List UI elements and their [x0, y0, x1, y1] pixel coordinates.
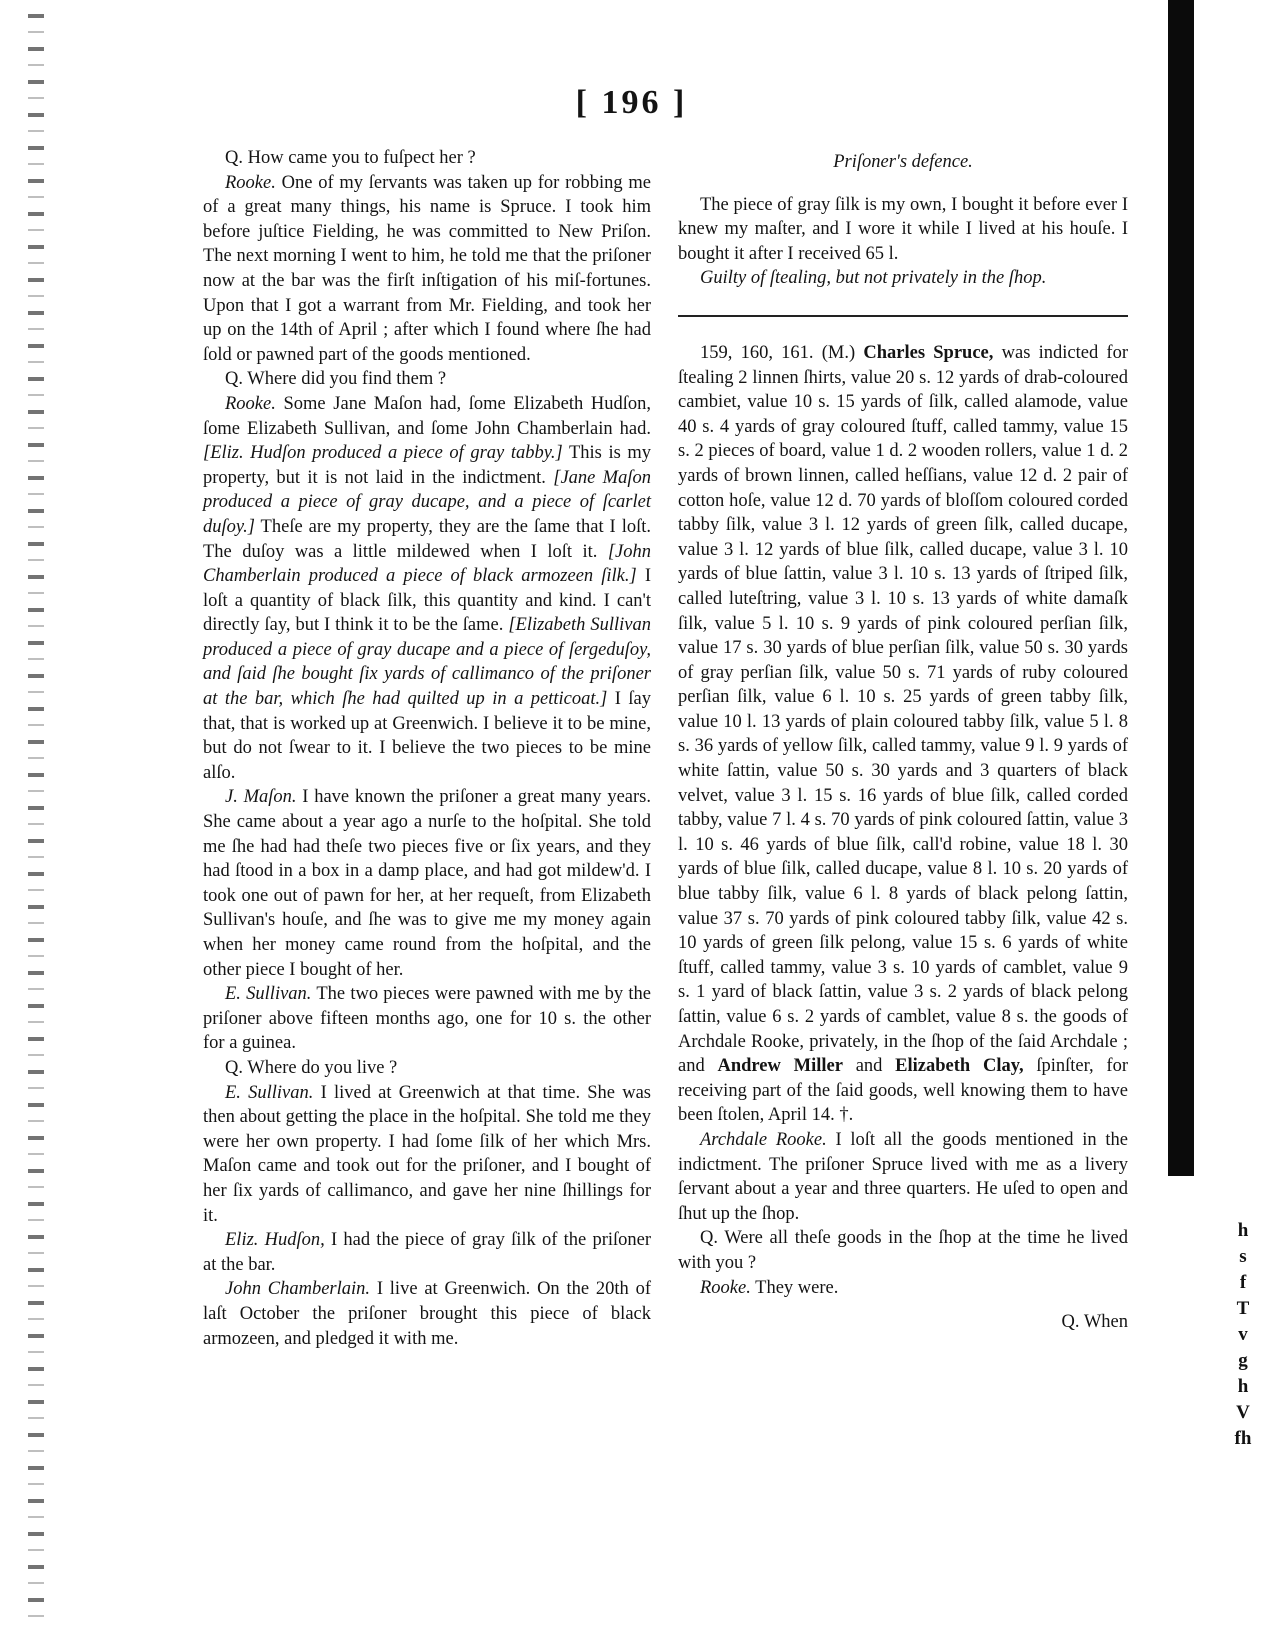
- spine-letter: s: [1239, 1246, 1247, 1267]
- indictment-text: was indicted for ſtealing 2 linnen ſhirts, value 20 s. 12 yards of drab-coloured cambiet, value 10 s. 15 yards of ſilk, called alamode, value 40 s. 4 yards of gray coloured ſtuff, called tammy, value 15 s. 2 pieces of board, value 1 d. 2 wooden rollers, value 1 d. 2 yards of brown linnen, called heſſians, value 12 d. 2 pair of cotton hoſe, value 12 d. 70 yards of bloſſom coloured corded tabby ſilk, value 3 l. 12 yards of green ſilk, called ducape, value 3 l. 12 yards of blue ſilk, called ducape, value 3 l. 10 yards of blue ſattin, value 3 l. 10 s. 13 yards of ſtriped ſilk, called luteſtring, value 3 l. 10 s. 13 yards of white damaſk ſilk, value 5 l. 10 s. 9 yards of pink coloured perſian ſilk, value 17 s. 30 yards of blue perſian ſilk, value 50 s. 30 yards of gray perſian ſilk, value 50 s. 71 yards of ruby coloured perſian ſilk, value 6 l. 10 s. 25 yards of green tabby ſilk, value 10 l. 13 yards of plain coloured tabby ſilk, value 5 l. 8 s. 36 yards of yellow ſilk, called tammy, value 9 l. 9 yards of white ſattin, value 50 s. 30 yards and 3 quarters of black velvet, value 3 l. 15 s. 16 yards of blue ſilk, called corded tabby, value 7 l. 4 s. 70 yards of pink coloured ſattin, value 3 l. 10 s. 46 yards of blue ſilk, call'd robine, value 18 l. 30 yards of blue ſilk, called ducape, value 8 l. 10 s. 20 yards of blue tabby ſilk, value 6 l. 8 yards of black pelong ſattin, value 37 s. 70 yards of pink coloured tabby ſilk, value 42 s. 10 yards of green ſilk pelong, value 15 s. 6 yards of white ſtuff, called tammy, value 3 s. 10 yards of camblet, value 9 s. 1 yard of black ſattin, value 3 s. 2 yards of black pelong ſattin, value 6 s. 2 yards of camblet, value 8 s. the goods of Archdale Rooke, privately, in the ſhop of the ſaid Archdale ; and: [678, 342, 1128, 1077]
- evidence-note: [John Chamberlain produced a piece of black armozeen ſilk.]: [203, 541, 651, 587]
- testimony-text: One of my ſervants was taken up for robbing me of a great many things, his name is Spruce. I took him before juſtice Fielding, he was committed to New Priſon. The next morning I went to him, he told me that the priſoner now at the bar was the firſt inſtigation of his miſ-fortunes. Upon that I got a warrant from Mr. Fielding, and took her up on the 14th of April ; after which I found where ſhe had ſold or pawned part of the goods mentioned.: [203, 172, 651, 365]
- spine-letter: h: [1237, 1220, 1249, 1241]
- testimony-text: I lived at Greenwich at that time. She was then about getting the place in the hoſpital. She told me they were her own property. I had ſome ſilk of her which Mrs. Maſon came and took out for the priſoner, and I bought of her ſix yards of callimanco, and gave her nine ſhillings for it.: [203, 1082, 651, 1226]
- testimony-paragraph: [678, 1276, 1128, 1301]
- speaker-name: J. Maſon.: [225, 787, 297, 808]
- evidence-note: [Jane Maſon produced a piece of gray ducape, and a piece of ſcarlet duſoy.]: [203, 467, 651, 537]
- testimony-paragraph: [203, 1228, 651, 1277]
- testimony-paragraph: [678, 1128, 1128, 1226]
- spine-letter: V: [1236, 1402, 1250, 1423]
- evidence-note: [Eliz. Hudſon produced a piece of gray tabby.]: [203, 443, 563, 464]
- question: Q. How came you to fuſpect her ?: [225, 148, 476, 168]
- left-column: [203, 146, 651, 1351]
- testimony-text: I live at Greenwich. On the 20th of laſt October the priſoner brought this piece of black armozeen, and pledged it with me.: [203, 1279, 651, 1349]
- catchword: Q. When: [1061, 1312, 1128, 1333]
- speaker-name: Archdale Rooke.: [700, 1129, 827, 1150]
- verdict: Guilty of ſtealing, but not privately in the ſhop.: [700, 268, 1047, 289]
- testimony-text: Theſe are my property, they are the ſame that I loſt. The duſoy was a little mildewed when I loſt it.: [203, 516, 651, 562]
- speaker-name: Rooke.: [225, 172, 276, 193]
- speaker-name: Eliz. Hudſon,: [225, 1230, 325, 1251]
- spine-letter: f: [1239, 1272, 1247, 1293]
- scan-gutter-shadow: [1168, 0, 1194, 1176]
- testimony-text: I had the piece of gray ſilk of the priſoner at the bar.: [203, 1230, 652, 1275]
- right-column: [678, 150, 1128, 1353]
- testimony-text: The two pieces were pawned with me by the priſoner above fifteen months ago, one for 10 s. the other for a guinea.: [203, 984, 651, 1054]
- question: Q. Were all theſe goods in the ſhop at the time he lived with you ?: [678, 1228, 1128, 1273]
- speaker-name: John Chamberlain.: [225, 1279, 371, 1300]
- testimony-text: They were.: [750, 1277, 839, 1298]
- scan-binding-edge: [0, 0, 68, 1629]
- defendant-name: Andrew Miller: [717, 1056, 843, 1077]
- section-heading: Priſoner's defence.: [833, 152, 973, 172]
- testimony-text: I loſt a quantity of black ſilk, this quantity and kind. I can't directly ſay, but I think it to be the ſame.: [203, 566, 651, 636]
- testimony-paragraph: [203, 785, 651, 982]
- testimony-paragraph: [203, 982, 651, 1056]
- testimony-paragraph: [203, 1081, 651, 1229]
- defence-paragraph: The piece of gray ſilk is my own, I bought it before ever I knew my maſter, and I wore it while I lived at his houſe. I bought it after I received 65 l.: [678, 194, 1128, 264]
- testimony-text: I loſt all the goods mentioned in the indictment. The priſoner Spruce lived with me as a livery ſervant about a year and three quarters. He uſed to open and ſhut up the ſhop.: [678, 1129, 1128, 1224]
- defendant-name: Charles Spruce,: [863, 342, 994, 363]
- facing-page-fragment: [1232, 1218, 1254, 1452]
- testimony-paragraph: [203, 171, 651, 368]
- speaker-name: Rooke.: [700, 1277, 751, 1298]
- testimony-paragraph: [203, 392, 651, 786]
- testimony-text: This is my property, but it is not laid in the indictment.: [203, 443, 651, 488]
- testimony-text: Some Jane Maſon had, ſome Elizabeth Hudſon, ſome Elizabeth Sullivan, and ſome John Chamberlain had.: [203, 393, 651, 439]
- indictment-text: and: [842, 1056, 896, 1077]
- spine-letter: h: [1237, 1376, 1249, 1397]
- testimony-paragraph: [203, 1277, 651, 1351]
- speaker-name: E. Sullivan.: [225, 1082, 314, 1103]
- spine-letter: v: [1238, 1324, 1248, 1345]
- page-number: [ 196 ]: [575, 84, 688, 121]
- testimony-text: I have known the priſoner a great many years. She came about a year ago a nurſe to the hoſpital. She told me ſhe had had theſe two pieces five or ſix years, and they had ſtood in a box in a damp place, and had got mildew'd. I took one out of pawn for her, at her requeſt, from Elizabeth Sullivan's houſe, and ſhe was to give me my money again when her money came round from the hoſpital, and the other piece I bought of her.: [203, 787, 651, 980]
- speaker-name: E. Sullivan.: [225, 984, 312, 1005]
- defendant-name: Elizabeth Clay,: [895, 1056, 1024, 1077]
- indictment-text: ſpinſter, for receiving part of the ſaid goods, well knowing them to have been ſtolen, April 14. †.: [678, 1056, 1128, 1126]
- evidence-note: [Elizabeth Sullivan produced a piece of gray ducape and a piece of ſergeduſoy, and ſaid ſhe bought ſix yards of callimanco of the priſoner at the bar, which ſhe had quilted up in a petticoat.]: [203, 615, 651, 710]
- speaker-name: Rooke.: [225, 393, 276, 414]
- indictment-paragraph: [678, 341, 1128, 1128]
- spine-letter: fh: [1234, 1428, 1252, 1449]
- question: Q. Where did you find them ?: [225, 369, 447, 390]
- case-number: 159, 160, 161. (M.): [700, 342, 864, 363]
- section-divider: [678, 315, 1128, 317]
- question: Q. Where do you live ?: [225, 1057, 398, 1078]
- spine-letter: T: [1236, 1298, 1250, 1319]
- spine-letter: g: [1238, 1350, 1248, 1371]
- testimony-text: I ſay that, that is worked up at Greenwich. I believe it to be mine, but do not ſwear to it. I believe the two pieces to be mine alſo.: [203, 689, 651, 783]
